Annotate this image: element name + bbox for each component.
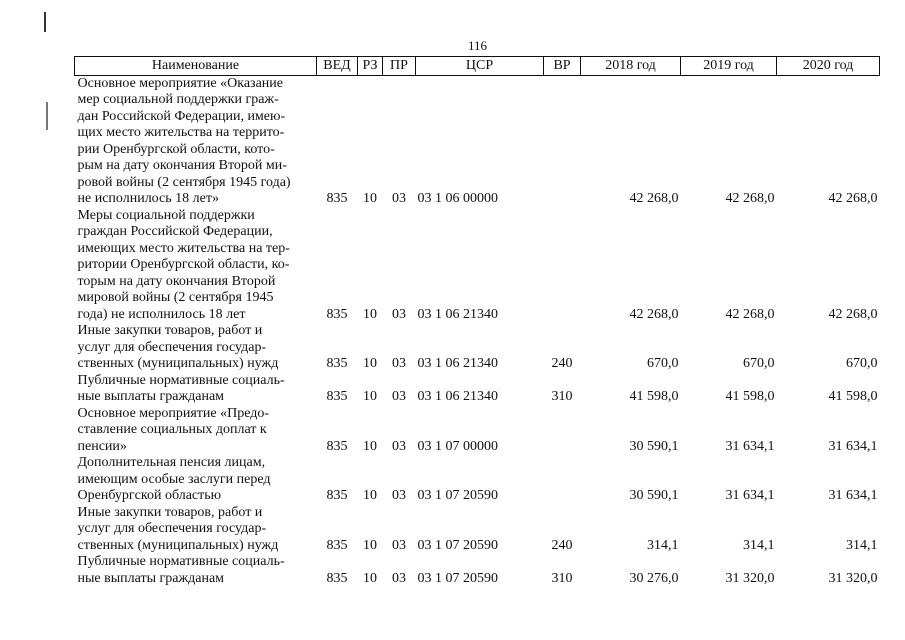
- row-2020: 670,0: [846, 356, 878, 371]
- row-vr: 240: [551, 356, 573, 371]
- row-vr: [544, 406, 581, 456]
- table-row: [75, 323, 880, 373]
- row-rz: 10: [363, 306, 377, 322]
- row-2020: 314,1: [846, 537, 878, 553]
- row-2020: 42 268,0: [828, 306, 878, 322]
- row-name: Публичные нормативные социаль- ные выплаты гражданам: [77, 372, 285, 404]
- row-2018: 42 268,0: [629, 191, 679, 206]
- row-name: Основное мероприятие «Оказание мер социальной поддержки граж- дан Российской Федерации, имею- щих место жительства на террито- рии Оренбургской области, кото- рым на дату окончания Второй ми- ровой войны (2 сентября 1945 года) не исполнилось 18 лет»: [77, 75, 291, 206]
- row-ved: 835: [326, 488, 348, 503]
- row-pr: 03: [392, 537, 406, 553]
- header-2020: 2020 год: [777, 57, 880, 76]
- table-row: [75, 75, 880, 208]
- header-ved: ВЕД: [317, 57, 358, 76]
- table-row: [75, 455, 880, 505]
- row-2020: 31 634,1: [828, 438, 878, 454]
- header-pr: ПР: [383, 57, 416, 76]
- row-2020: 41 598,0: [828, 389, 878, 404]
- row-2018: 41 598,0: [629, 389, 679, 404]
- table-header-row: [75, 57, 880, 76]
- row-2018: 30 590,1: [629, 488, 679, 503]
- row-2019: 42 268,0: [725, 191, 775, 206]
- table-row: [75, 406, 880, 456]
- row-rz: 10: [363, 488, 377, 503]
- row-pr: 03: [392, 438, 406, 454]
- table-row: [75, 208, 880, 324]
- row-ved: 835: [326, 356, 348, 371]
- row-2018: 30 590,1: [629, 438, 679, 454]
- header-2018: 2018 год: [581, 57, 681, 76]
- row-rz: 10: [363, 570, 377, 586]
- header-vr: ВР: [544, 57, 581, 76]
- scan-mark-top: [44, 12, 46, 32]
- row-vr: 310: [551, 570, 573, 586]
- row-name: Меры социальной поддержки граждан Российской Федерации, имеющих место жительства на тер- ритории Оренбургской области, ко- торым на дату окончания Второй мировой войны (2 сентября 1945 года) не исполнилось 18 лет: [77, 207, 290, 322]
- header-csr: ЦСР: [416, 57, 544, 76]
- row-2019: 31 634,1: [725, 438, 775, 454]
- row-vr: 240: [551, 537, 573, 553]
- row-2019: 31 634,1: [725, 488, 775, 503]
- row-2020: 42 268,0: [828, 191, 878, 206]
- row-2018: 42 268,0: [629, 306, 679, 322]
- row-ved: 835: [326, 570, 348, 586]
- row-csr: 03 1 06 21340: [417, 356, 498, 371]
- row-2018: 30 276,0: [629, 570, 679, 586]
- table-row: [75, 554, 880, 587]
- page-number: 116: [467, 38, 488, 53]
- row-pr: 03: [392, 306, 406, 322]
- row-ved: 835: [326, 389, 348, 404]
- row-2020: 31 320,0: [828, 570, 878, 586]
- row-csr: 03 1 06 00000: [417, 191, 498, 206]
- scan-mark-left: [46, 102, 48, 130]
- row-rz: 10: [363, 356, 377, 371]
- row-csr: 03 1 06 21340: [417, 306, 498, 322]
- budget-table: [74, 56, 880, 587]
- row-2018: 314,1: [647, 537, 679, 553]
- row-2020: 31 634,1: [828, 488, 878, 503]
- row-vr: 310: [551, 389, 573, 404]
- table-row: [75, 373, 880, 406]
- row-name: Основное мероприятие «Предо- ставление социальных доплат к пенсии»: [77, 405, 270, 454]
- row-vr: [544, 75, 581, 208]
- row-vr: [544, 208, 581, 324]
- row-name: Иные закупки товаров, работ и услуг для обеспечения государ- ственных (муниципальных) нужд: [77, 323, 279, 371]
- row-ved: 835: [326, 306, 348, 322]
- row-csr: 03 1 06 21340: [417, 389, 498, 404]
- row-vr: [544, 455, 581, 505]
- row-pr: 03: [392, 389, 406, 404]
- row-rz: 10: [363, 438, 377, 454]
- header-2019: 2019 год: [681, 57, 777, 76]
- row-name: Дополнительная пенсия лицам, имеющим особые заслуги перед Оренбургской областью: [77, 455, 271, 503]
- row-ved: 835: [326, 537, 348, 553]
- row-pr: 03: [392, 356, 406, 371]
- row-csr: 03 1 07 00000: [417, 438, 498, 454]
- row-csr: 03 1 07 20590: [417, 570, 498, 586]
- row-rz: 10: [363, 537, 377, 553]
- row-2019: 31 320,0: [725, 570, 775, 586]
- row-ved: 835: [326, 191, 348, 206]
- header-rz: РЗ: [358, 57, 383, 76]
- row-rz: 10: [363, 389, 377, 404]
- row-name: Иные закупки товаров, работ и услуг для обеспечения государ- ственных (муниципальных) нужд: [77, 504, 279, 553]
- row-csr: 03 1 07 20590: [417, 537, 498, 553]
- row-rz: 10: [363, 191, 377, 206]
- row-2019: 670,0: [743, 356, 775, 371]
- row-2019: 42 268,0: [725, 306, 775, 322]
- header-name: Наименование: [75, 57, 317, 76]
- table-row: [75, 505, 880, 555]
- row-pr: 03: [392, 488, 406, 503]
- row-pr: 03: [392, 191, 406, 206]
- row-csr: 03 1 07 20590: [417, 488, 498, 503]
- row-name: Публичные нормативные социаль- ные выплаты гражданам: [77, 554, 285, 586]
- row-pr: 03: [392, 570, 406, 586]
- row-ved: 835: [326, 438, 348, 454]
- row-2018: 670,0: [647, 356, 679, 371]
- row-2019: 314,1: [743, 537, 775, 553]
- row-2019: 41 598,0: [725, 389, 775, 404]
